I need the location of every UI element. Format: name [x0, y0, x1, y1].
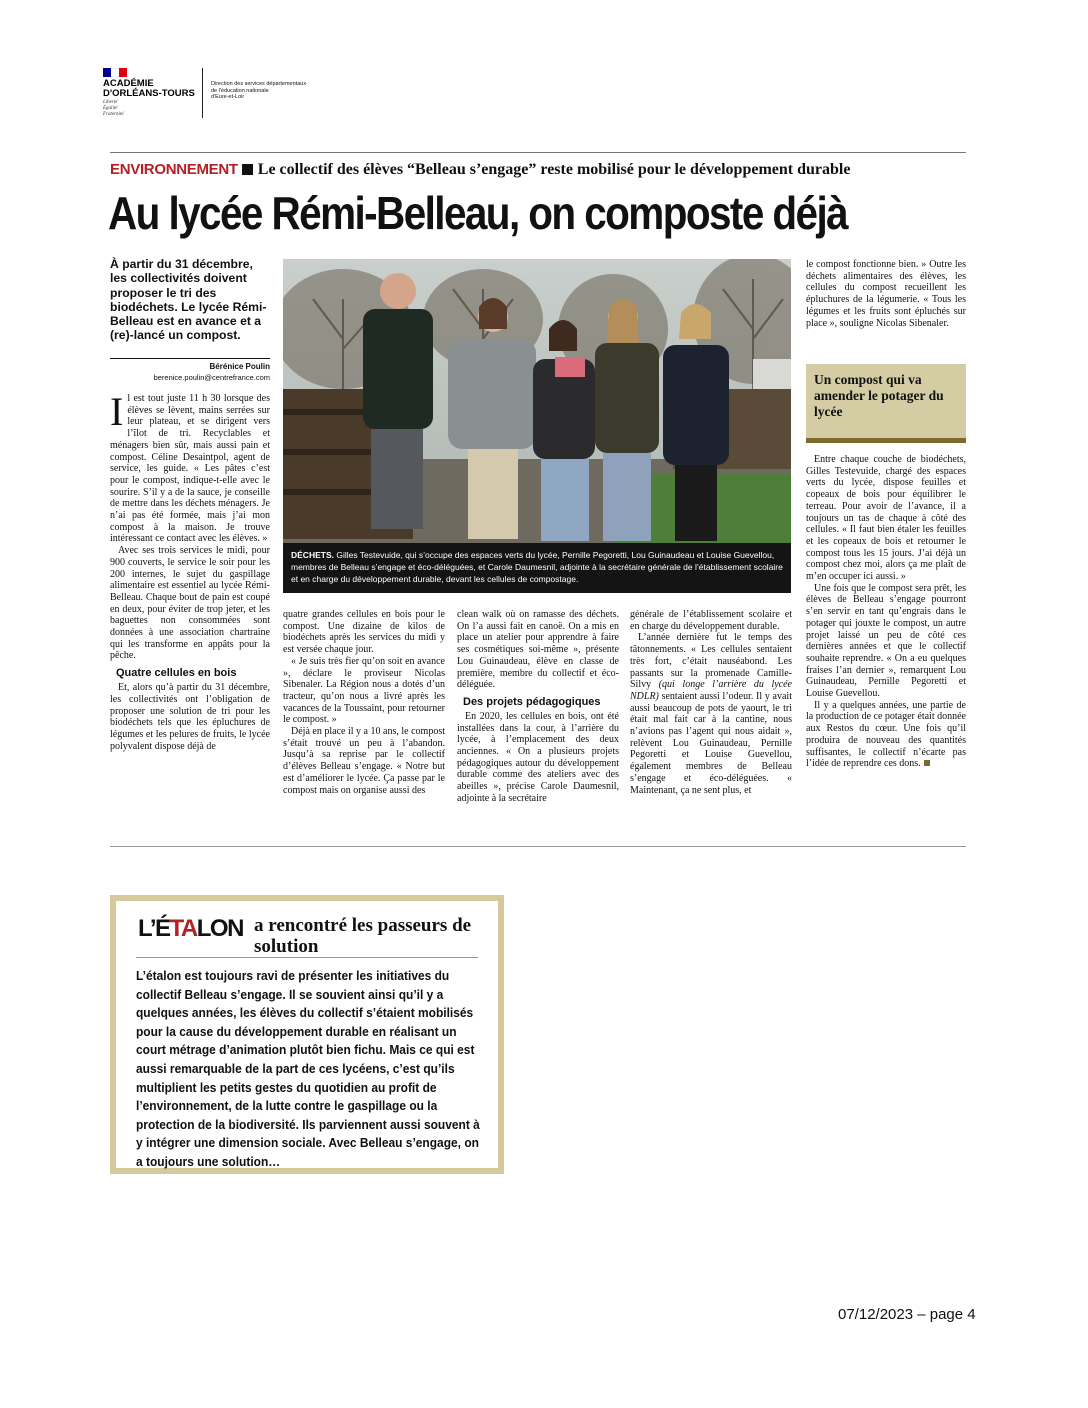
- paragraph: Une fois que le compost sera prêt, les élèves de Belleau s’engage pourront s’en servir en tant qu’engrais dans le potager qui jouxte le compost, un autre projet laissé un peu de côté ces dernières années et que le collectif souhaite reprendre. « On a eu quelques fraises l’an dernier », remarquent Lou Guinaudeau, Pernille Pegoretti et Louise Guevellou.: [806, 582, 966, 700]
- article-lead: À partir du 31 décembre, les collectivités doivent proposer le tri des biodéchets. Le lycée Rémi-Belleau est en avance et a (re)-lancé un compost.: [110, 257, 267, 343]
- page-footer: 07/12/2023 – page 4: [838, 1306, 976, 1323]
- article-column-1: [110, 389, 270, 752]
- article-kicker: [110, 161, 850, 179]
- paragraph: Déjà en place il y a 10 ans, le compost s’était trouvé un peu à l’abandon. Jusqu’à sa reprise par le collectif d’élèves Belleau s’engage. « Notre but est d’améliorer le lycée. Ça passe par le compost mais on organise aussi des: [283, 726, 445, 796]
- article-column-2: [283, 609, 445, 796]
- article-photo: [283, 259, 791, 543]
- section-heading: Des projets pédagogiques: [463, 695, 601, 708]
- photo-caption: [283, 543, 791, 593]
- etalon-rule: [136, 957, 478, 958]
- rubric-label: ENVIRONNEMENT: [110, 161, 238, 178]
- paragraph: le compost fonctionne bien. » Outre les déchets alimentaires des élèves, les cellules du compost recueillent les épluchures de la légumerie. « Tous les légumes et les fruits sont épluchés sur place », souligne Nicolas Sibenaler.: [806, 259, 966, 329]
- paragraph: Avec ses trois services le midi, pour 900 couverts, le service le soir pour les 200 internes, le sujet du gaspillage alimentaire est essentiel au lycée Rémi-Belleau. Chaque bout de pain est coupé en deux, pour éviter de trop jeter, et les baguettes non consommées sont données à une association chartraine qui les transforme en appâts pour la pêche.: [110, 545, 270, 662]
- byline-rule: [110, 358, 270, 359]
- end-mark-icon: [924, 760, 930, 766]
- etalon-box: [110, 895, 504, 1174]
- article-bottom-rule: [110, 846, 966, 847]
- article-column-3: [457, 609, 619, 805]
- republic-motto: Liberté Égalité Fraternité: [103, 100, 124, 117]
- author-email: berenice.poulin@centrefrance.com: [153, 373, 270, 382]
- author-name: Bérénice Poulin: [209, 362, 270, 371]
- article-column-5: [806, 454, 966, 770]
- article-headline: Au lycée Rémi-Belleau, on composte déjà: [108, 187, 848, 239]
- article-column-4: [630, 609, 792, 796]
- section-heading: Quatre cellules en bois: [116, 667, 237, 680]
- paragraph: clean walk où on ramasse des déchets. On l’a aussi fait en canoë. On a mis en place un atelier pour apprendre à faire ses cosmétiques soi-même », présente Lou Guinaudeau, élève en classe de première, membre du collectif et éco-déléguée.: [457, 609, 619, 691]
- header-divider: [202, 68, 203, 118]
- paragraph: En 2020, les cellules en bois, ont été installées dans la cour, à l’arrière du lycée, à l’emplacement des deux anciennes. « On a plusieurs projets pédagogiques autour du développement durable comme des ateliers avec des abeilles », précise Carole Daumesnil, adjointe à la secrétaire: [457, 710, 619, 804]
- paragraph: « Je suis très fier qu’on soit en avance », déclare le proviseur Nicolas Sibenaler. La Région nous a dotés d’un tracteur, qu’on nous a livré après les vacances de la Toussaint, pour retourner le compost. »: [283, 655, 445, 726]
- paragraph: quatre grandes cellules en bois pour le compost. Une dizaine de kilos de biodéchets après les services du midi y est versée chaque jour.: [283, 609, 445, 656]
- etalon-text: L’étalon est toujours ravi de présenter les initiatives du collectif Belleau s’engage. Il se souvient ainsi qu’il y a quelques années, les élèves du collectif s’étaient mobilisés pour la cause du développement durable en réalisant un court métrage d’animation plutôt bien fichu. Mais ce qui est aussi remarquable de la part de ces lycéens, c’est qu’ils multiplient les petits gestes du quotidien au profit de l’environnement, de la lutte contre le gaspillage ou la protection de la biodiversité. Ils parviennent aussi souvent à y intégrer une dimension sociale. Avec Belleau s’engage, on a toujours une solution…: [136, 968, 480, 1169]
- french-flag-icon: [103, 68, 127, 77]
- sidebar-box: [806, 364, 966, 443]
- article-subtitle: Le collectif des élèves “Belleau s’engage” reste mobilisé pour le développement durable: [257, 161, 851, 178]
- drop-cap: I: [110, 389, 124, 434]
- direction-label: Direction des services départementaux de l'éducation nationale d'Eure-et-Loir: [211, 81, 307, 100]
- article-column-5-top: [806, 259, 966, 329]
- paragraph: L’année dernière fut le temps des tâtonnements. « Les cellules sentaient très fort, c’était nauséabond. Les passants sur la promenade Camille-Silvy (qui longe l’arrière du lycée NDLR) sentaient aussi l’odeur. Il y avait aussi beaucoup de pots de yaourt, le tri était mal fait car à la cantine, nous n’avions pas l’agent qui nous aidait », relèvent Lou Guinaudeau, Pernille Pegoretti et Louise Guevellou, également membres de Belleau s’engage et éco-déléguées. « Maintenant, ça ne sent plus, et: [630, 632, 792, 796]
- square-bullet-icon: [242, 164, 253, 175]
- etalon-logo: L’ÉTALON: [138, 915, 243, 942]
- etalon-title: a rencontré les passeurs de solution: [254, 915, 472, 957]
- paragraph: l est tout juste 11 h 30 lorsque des élèves se lèvent, mains serrées sur leur plateau, et se dirigent vers l’îlot de tri. Recyclables et ménagers bien sûr, mais aussi pain et compost. Céline Desaintpol, agent de service, les guide. « Les pâtes c’est pour le compost, indique-t-elle avec le sourire. S’il y a de la sauce, je conseille de mettre dans les déchets ménagers. Je n’ai pas été formée, mais j’ai mon compost à la maison. Je trouve intéressant ce contact avec les élèves. »: [110, 393, 270, 545]
- paragraph: Entre chaque couche de biodéchets, Gilles Testevuide, chargé des espaces verts du lycée, dispose feuilles et copeaux de bois pour équilibrer le terreau. Pour avoir de l’avance, il a toujours un tas de chaque à côté des cellules. « Il faut bien étaler les feuilles et les copeaux de bois et retourner le compost tous les 15 jours. J’ai déjà un compost chez moi, alors ça me plaît de m’en occuper ici aussi. »: [806, 454, 966, 583]
- caption-text: Gilles Testevuide, qui s’occupe des espaces verts du lycée, Pernille Pegoretti, Lou Guinaudeau et Louise Guevellou, membres de Belleau s’engage et éco-déléguées, et Carole Daumesnil, adjointe à la secrétaire générale de l’établissement scolaire et en charge du développement durable, devant les cellules de compostage.: [291, 550, 783, 584]
- paragraph: Il y a quelques années, une partie de la production de ce potager était donnée aux Restos du cœur. Une fois qu’il produira de nouveau des quantités suffisantes, le collectif n’écarte pas l’idée de reprendre ces dons.: [806, 699, 966, 770]
- academie-name: ACADÉMIE D'ORLÉANS-TOURS: [103, 78, 195, 99]
- group-photo-illustration: [283, 259, 791, 543]
- top-rule: [110, 152, 966, 153]
- paragraph: générale de l’établissement scolaire et en charge du développement durable.: [630, 609, 792, 632]
- caption-lead: DÉCHETS.: [291, 550, 334, 560]
- sidebar-box-title: Un compost qui va amender le potager du lycée: [814, 372, 944, 419]
- paragraph: Et, alors qu’à partir du 31 décembre, les collectivités ont l’obligation de proposer une solution de tri pour les biodéchets tels que les épluchures de légumes et les pelures de fruits, le lycée polyvalent dispose déjà de: [110, 682, 270, 752]
